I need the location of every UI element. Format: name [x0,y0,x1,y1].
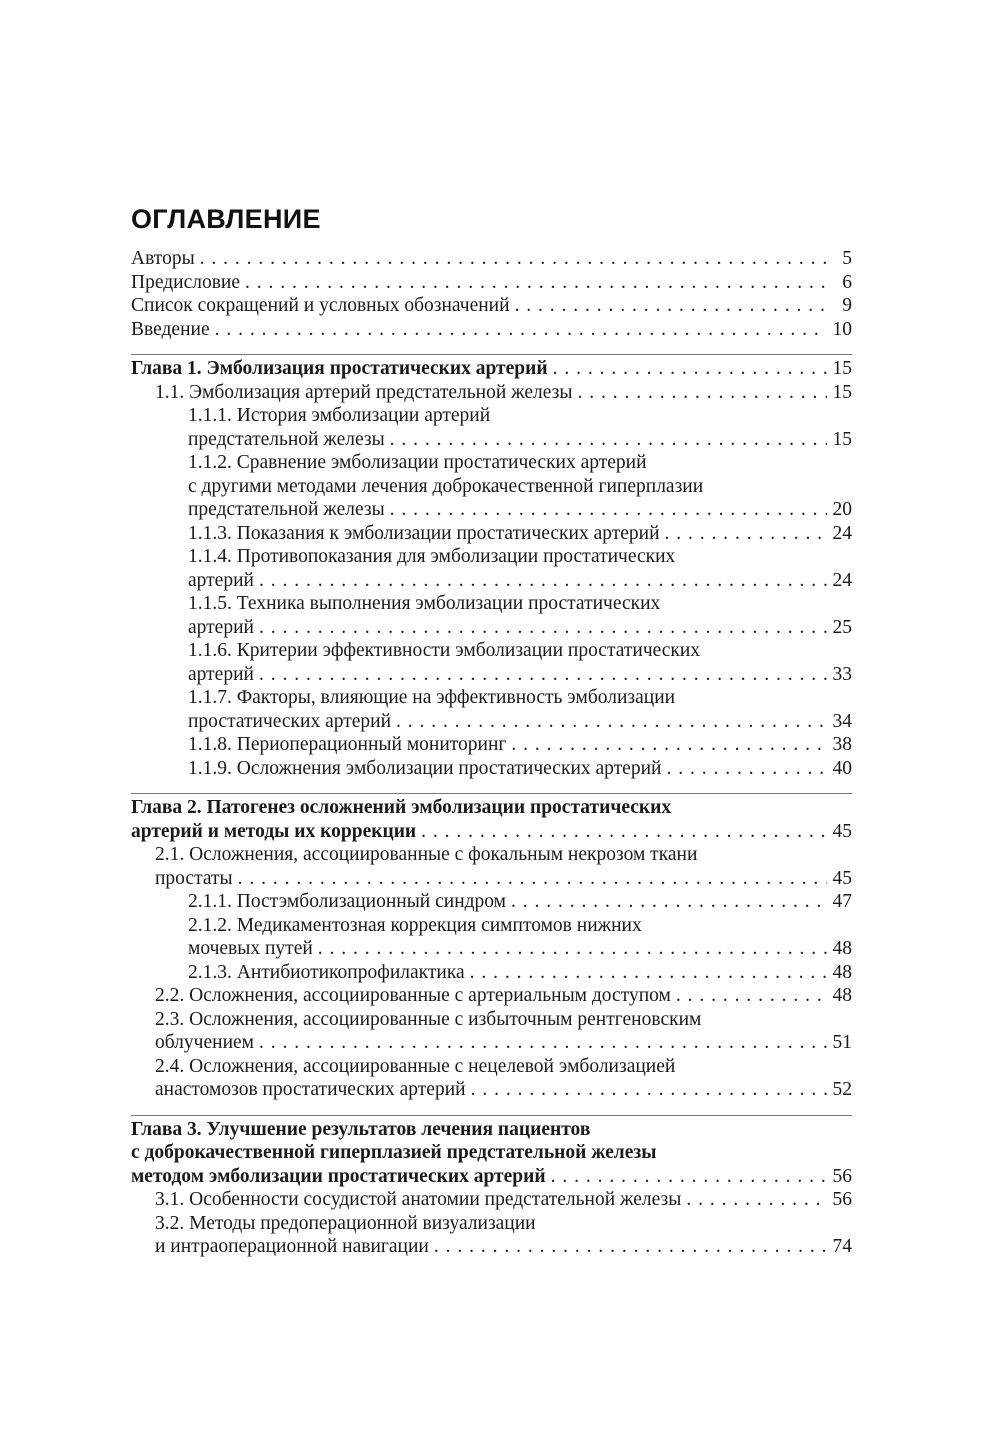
section-title: с другими методами лечения доброкачественной гиперплазии [188,475,704,497]
leader-dots [245,271,827,295]
section-title: артерий [188,616,254,638]
section-title: 2.1. Осложнения, ассоциированные с фокальным некрозом ткани [155,844,698,865]
toc-section-2-1-1[interactable] [131,890,852,914]
leader-dots [200,247,827,271]
toc-section-1-1-2[interactable] [131,498,852,522]
toc-section-2-1-2[interactable] [131,937,852,961]
toc-section-1-1-1[interactable] [131,428,852,452]
toc-section-1-1-1-line1[interactable] [131,404,852,428]
leader-dots [551,1165,827,1189]
section-divider [131,354,852,355]
toc-entry-preface[interactable] [131,271,852,295]
toc-chapter-1[interactable] [131,357,852,381]
toc-section-1-1-3[interactable] [131,522,852,546]
leader-dots [434,1235,827,1259]
toc-section-2-4[interactable] [131,1078,852,1102]
leader-dots [259,616,827,640]
toc-page-number: 48 [832,961,852,983]
toc-page-number: 9 [842,295,852,316]
toc-section-2-1-3[interactable] [131,961,852,985]
section-title: простаты [155,867,233,889]
leader-dots [676,984,827,1008]
leader-dots [215,318,827,342]
toc-section-2-3[interactable] [131,1031,852,1055]
toc-section-2-3-line1[interactable] [131,1008,852,1032]
section-title: 1.1.9. Осложнения эмболизации простатических артерий [188,757,662,779]
toc-page-number: 24 [832,569,852,591]
toc-section-1-1-4[interactable] [131,569,852,593]
toc-section-2-1[interactable] [131,867,852,891]
toc-page-number: 48 [832,985,852,1006]
toc-page-number: 47 [832,891,852,912]
chapter-title: с доброкачественной гиперплазией предстательной железы [131,1142,657,1163]
toc-section-1-1-7-line1[interactable] [131,686,852,710]
leader-dots [259,1031,827,1055]
leader-dots [553,357,827,381]
toc-section-2-4-line1[interactable] [131,1055,852,1079]
toc-page-number: 56 [832,1189,852,1210]
leader-dots [515,294,827,318]
toc-section-3-2-line1[interactable] [131,1212,852,1236]
section-title: предстательной железы [188,428,385,450]
toc-entry-abbreviations[interactable] [131,294,852,318]
toc-section-1-1-2-line2[interactable] [131,475,852,499]
section-title: 3.2. Методы предоперационной визуализации [155,1212,536,1234]
leader-dots [238,867,827,891]
page-title: ОГЛАВЛЕНИЕ [131,204,321,234]
toc-page-number: 33 [832,663,852,685]
section-gap [131,1102,852,1115]
leader-dots [686,1188,827,1212]
section-divider [131,793,852,794]
section-title: 1.1. Эмболизация артерий предстательной железы [155,381,573,403]
toc-section-1-1-5[interactable] [131,616,852,640]
table-of-contents [131,247,852,1259]
toc-section-1-1-6[interactable] [131,663,852,687]
section-title: 2.1.3. Антибиотикопрофилактика [188,961,465,983]
leader-dots [390,428,827,452]
section-title: 2.4. Осложнения, ассоциированные с нецелевой эмболизацией [155,1055,676,1077]
toc-page-number: 52 [832,1079,852,1100]
toc-page-number: 38 [832,734,852,755]
toc-page-number: 45 [832,867,852,889]
section-title: 2.1.2. Медикаментозная коррекция симптомов нижних [188,914,642,936]
toc-page-number: 48 [832,938,852,959]
toc-section-2-1-2-line1[interactable] [131,914,852,938]
toc-section-1-1-7[interactable] [131,710,852,734]
toc-entry-authors[interactable] [131,247,852,271]
leader-dots [421,820,827,844]
toc-entry-introduction[interactable] [131,318,852,342]
toc-page-number: 56 [832,1165,852,1187]
chapter-title: Глава 3. Улучшение результатов лечения пациентов [131,1118,591,1140]
toc-entry-title: Предисловие [131,271,241,293]
leader-dots [577,381,827,405]
toc-section-1-1[interactable] [131,381,852,405]
section-title: 2.2. Осложнения, ассоциированные с артериальным доступом [155,985,671,1006]
toc-page-number: 40 [832,757,852,779]
section-title: артерий [188,663,254,685]
section-title: 3.1. Особенности сосудистой анатомии предстательной железы [155,1189,682,1210]
toc-section-1-1-2-line1[interactable] [131,451,852,475]
toc-section-1-1-6-line1[interactable] [131,639,852,663]
toc-page-number: 34 [832,710,852,732]
chapter-title: Глава 2. Патогенез осложнений эмболизации простатических [131,797,672,818]
leader-dots [318,937,827,961]
section-title: 1.1.6. Критерии эффективности эмболизации простатических [188,640,701,661]
section-gap [131,341,852,354]
section-title: 1.1.1. История эмболизации артерий [188,405,491,426]
toc-page-number: 5 [842,248,852,269]
toc-chapter-3[interactable] [131,1165,852,1189]
toc-section-2-2[interactable] [131,984,852,1008]
toc-section-3-2[interactable] [131,1235,852,1259]
section-title: артерий [188,569,254,591]
toc-page-number: 24 [832,522,852,544]
chapter-title: артерий и методы их коррекции [131,820,417,842]
section-title: и интраоперационной навигации [155,1236,429,1257]
toc-entry-title: Авторы [131,248,195,269]
toc-section-1-1-4-line1[interactable] [131,545,852,569]
section-title: 1.1.5. Техника выполнения эмболизации простатических [188,593,661,614]
toc-chapter-3-line1[interactable] [131,1118,852,1142]
toc-chapter-3-line2[interactable] [131,1141,852,1165]
section-title: простатических артерий [188,710,392,732]
section-title: 2.3. Осложнения, ассоциированные с избыточным рентгеновским [155,1008,702,1030]
section-title: мочевых путей [188,938,313,959]
leader-dots [666,757,827,781]
chapter-title: Глава 1. Эмболизация простатических артерий [131,358,548,379]
section-title: предстательной железы [188,499,385,520]
leader-dots [390,498,827,522]
leader-dots [470,961,827,985]
toc-chapter-2[interactable] [131,820,852,844]
section-title: 1.1.4. Противопоказания для эмболизации простатических [188,546,676,567]
toc-page-number: 51 [832,1032,852,1053]
toc-page-number: 6 [842,271,852,293]
section-title: 2.1.1. Постэмболизационный синдром [188,891,507,912]
leader-dots [511,890,827,914]
toc-page-number: 20 [832,499,852,520]
toc-chapter-2-line1[interactable] [131,796,852,820]
toc-page-number: 45 [832,820,852,842]
toc-page-number: 15 [832,428,852,450]
toc-section-3-1[interactable] [131,1188,852,1212]
section-title: 1.1.7. Факторы, влияющие на эффективность эмболизации [188,687,676,708]
leader-dots [471,1078,827,1102]
toc-page-number: 25 [832,616,852,638]
section-title: 1.1.8. Периоперационный мониторинг [188,734,507,755]
section-title: 1.1.2. Сравнение эмболизации простатических артерий [188,452,647,473]
toc-page-number: 15 [832,358,852,379]
leader-dots [259,569,827,593]
section-title: облучением [155,1032,254,1053]
leader-dots [396,710,827,734]
toc-section-1-1-8[interactable] [131,733,852,757]
toc-entry-title: Список сокращений и условных обозначений [131,295,510,316]
toc-entry-title: Введение [131,318,210,340]
chapter-title: методом эмболизации простатических артерий [131,1165,546,1187]
toc-section-1-1-9[interactable] [131,757,852,781]
toc-page-number: 74 [832,1236,852,1257]
toc-page-number: 10 [832,318,852,340]
toc-section-1-1-5-line1[interactable] [131,592,852,616]
leader-dots [511,733,827,757]
section-divider [131,1115,852,1116]
toc-page-number: 15 [832,381,852,403]
section-gap [131,780,852,793]
section-title: анастомозов простатических артерий [155,1079,466,1100]
leader-dots [259,663,827,687]
toc-section-2-1-line1[interactable] [131,843,852,867]
section-title: 1.1.3. Показания к эмболизации простатических артерий [188,522,660,544]
leader-dots [665,522,827,546]
